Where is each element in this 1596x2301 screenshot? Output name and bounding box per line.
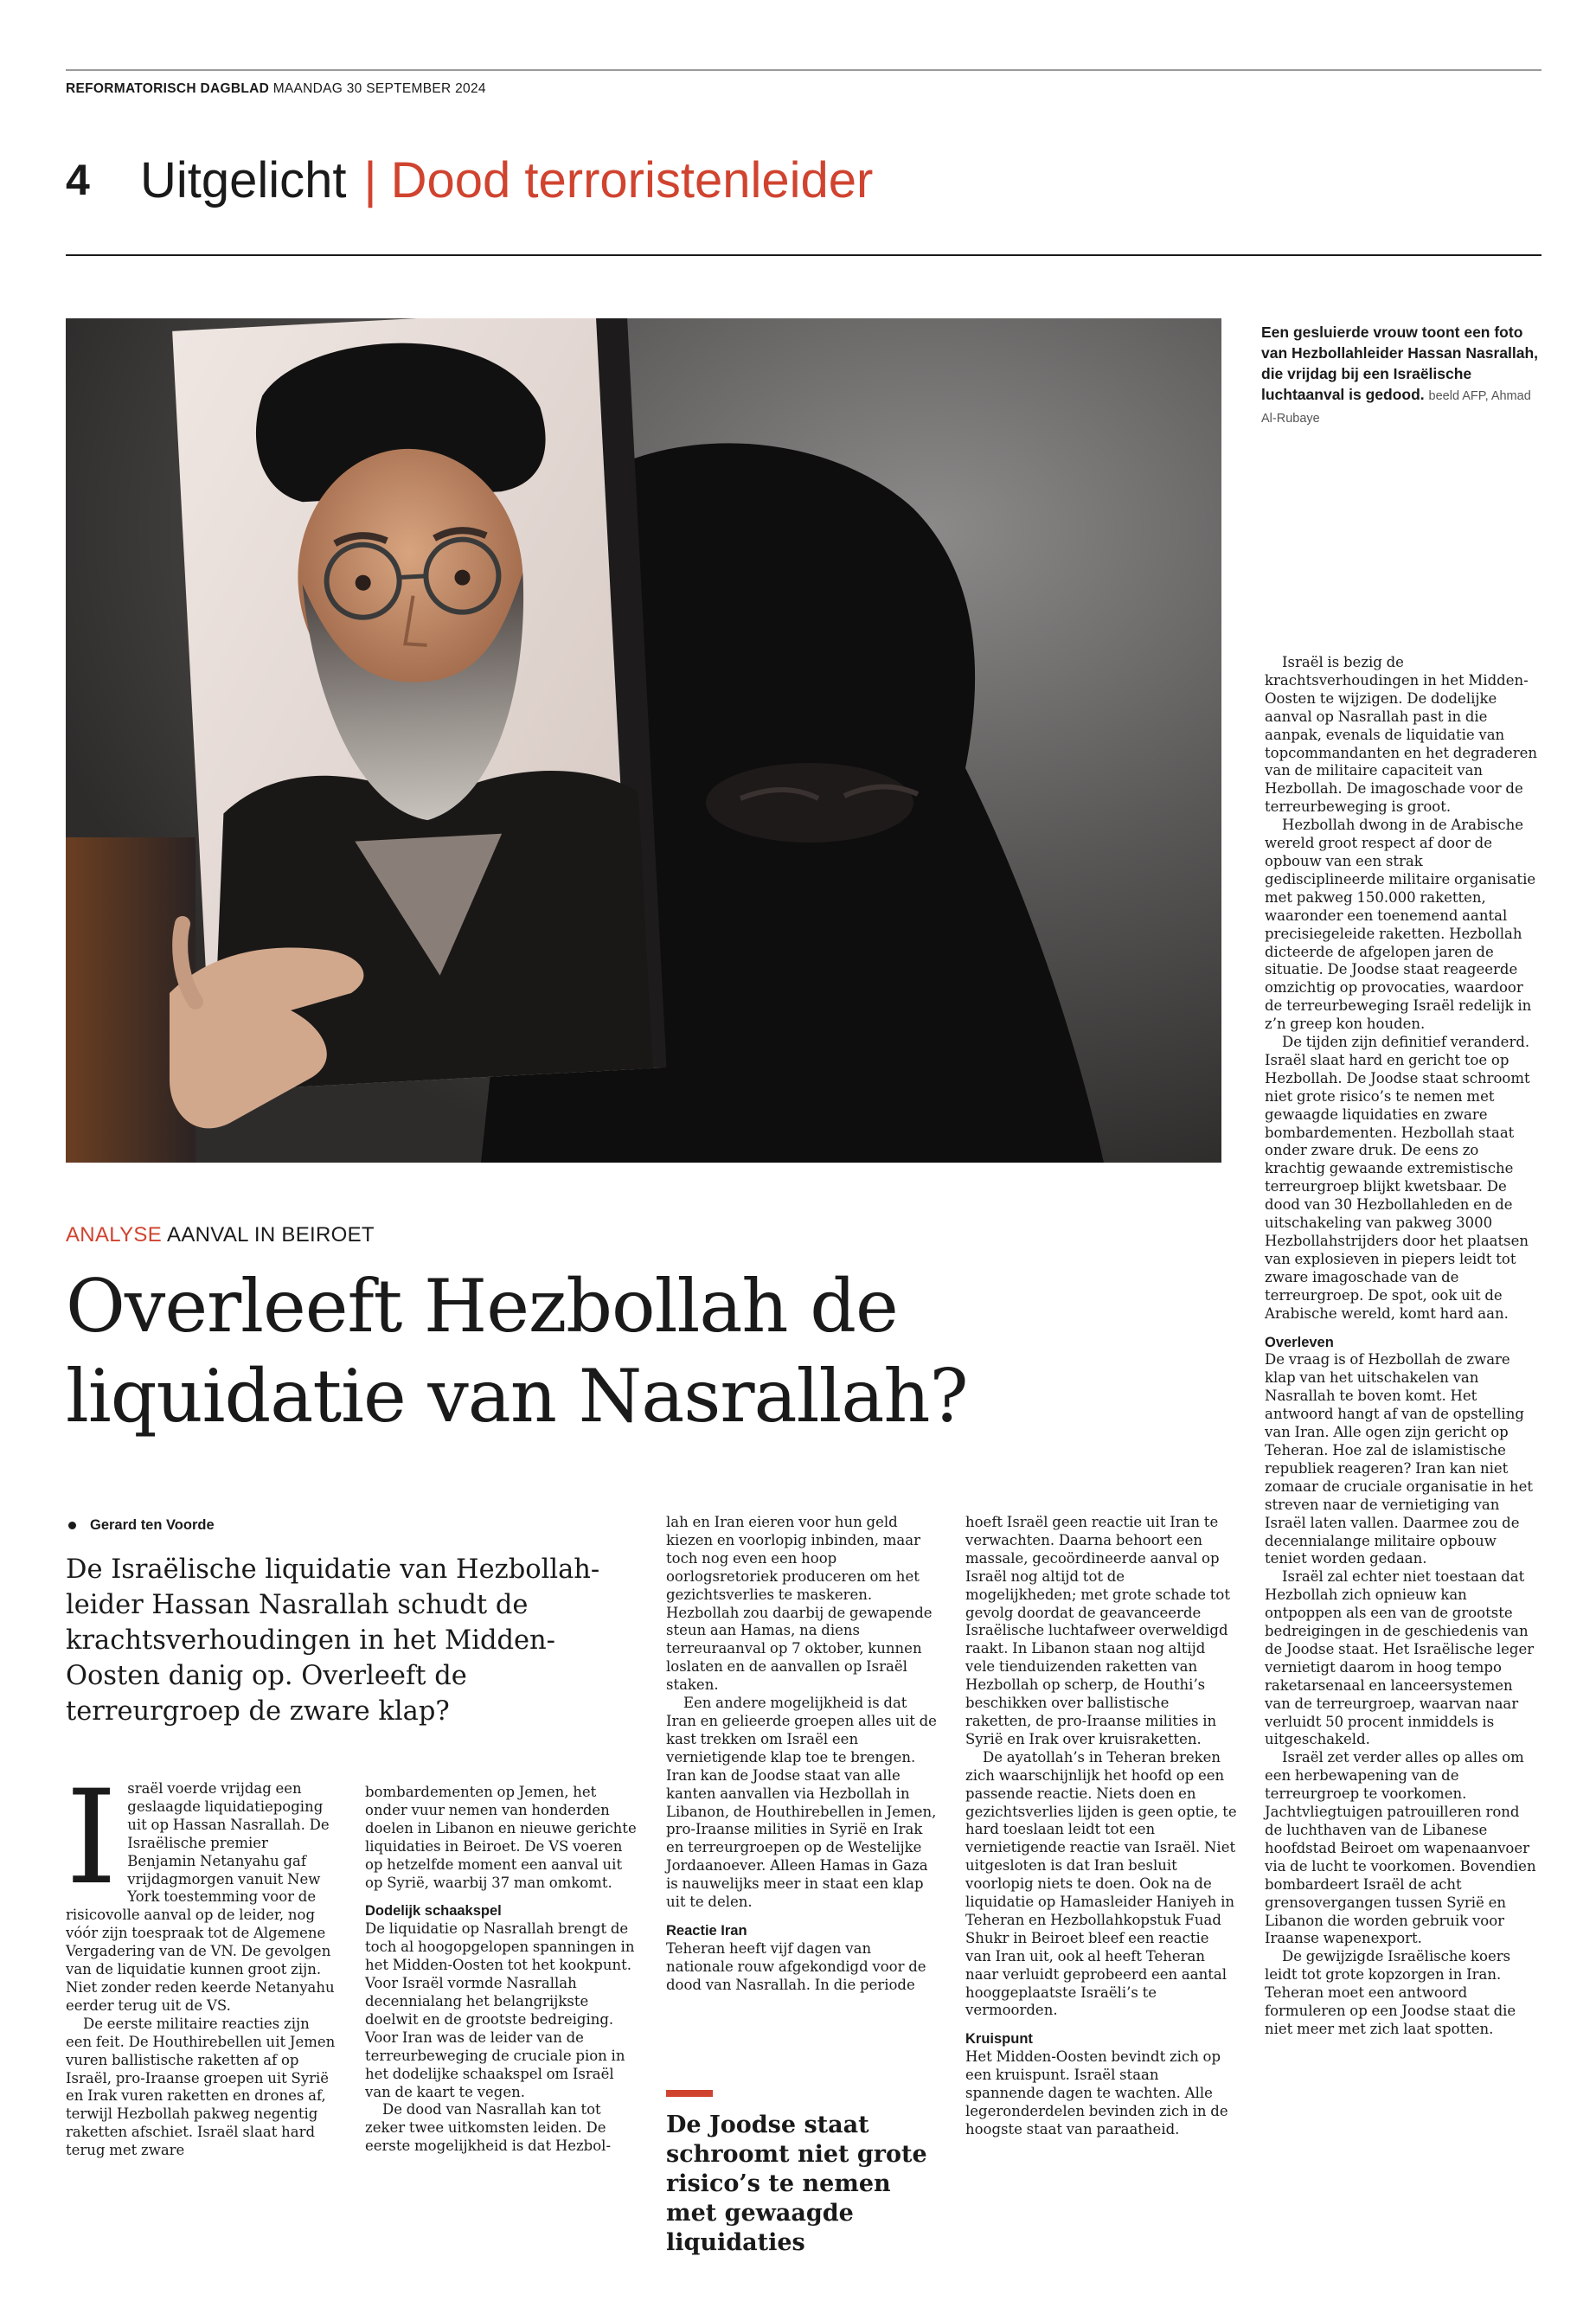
subheading: Reactie Iran bbox=[666, 1922, 747, 1939]
pullquote: De Joodse staat schroomt niet grote risico’s te nemen met gewaagde liquidaties bbox=[666, 2112, 927, 2256]
paragraph: Israël zet verder alles op alles om een herbewapening van de terreurgroep te voorkomen. Jachtvliegtuigen patrouilleren rond de luchthaven van de Libanese hoofdstad Beiroet om wapenaanvoer via de lucht te voorkomen. Bovendien bombardeert Israël de acht grensovergangen tussen Syrië en Libanon die worden gebruik voor Iraanse wapenexport. bbox=[1265, 1749, 1536, 1947]
running-header bbox=[66, 81, 486, 97]
paragraph: Israël zal echter niet toestaan dat Hezbollah zich opnieuw kan ontpoppen als een van de grootste bedreigingen in de geschiedenis van de Joodse staat. Het Israëlische leger vernietigt daarom in hoog tempo raketarsenaal en lanceersystemen van de terreurgroep, waarvan naar verluidt 50 procent inmiddels is uitgeschakeld. bbox=[1265, 1568, 1535, 1748]
paragraph: De gewijzigde Israëlische koers leidt tot grote kopzorgen in Iran. Teheran moet een antwoord formuleren op een Joodse staat die niet meer met zich laat spotten. bbox=[1265, 1948, 1516, 2037]
paragraph: Teheran heeft vijf dagen van nationale rouw afgekondigd voor de dood van Nasrallah. In die periode bbox=[666, 1939, 926, 1993]
article-title: Overleeft Hezbollah de liquidatie van Nasrallah? bbox=[66, 1264, 968, 1439]
article-column-3 bbox=[666, 1514, 941, 1995]
paragraph: Het Midden-Oosten bevindt zich op een kruispunt. Israël staan spannende dagen te wachten. Alle legeronderdelen bevinden zich in de hoogste staat van paraatheid. bbox=[965, 2048, 1228, 2138]
paragraph: lah en Iran eieren voor hun geld kiezen en voorlopig inbinden, maar toch nog even een hoop oorlogsretoriek produceren om het gezichtsverlies te maskeren. Hezbollah zou daarbij de gewapende steun aan Hamas, na diens terreuraanval op 7 oktober, kunnen loslaten en de aanvallen op Israël staken. bbox=[666, 1514, 933, 1694]
section-topic: Dood terroristenleider bbox=[390, 151, 874, 208]
kicker-label: ANALYSE bbox=[66, 1223, 163, 1247]
newspaper-name: REFORMATORISCH DAGBLAD bbox=[66, 81, 270, 96]
dropcap: I bbox=[66, 1763, 118, 1913]
heading-rule bbox=[66, 254, 1542, 256]
caption-text: Een gesluierde vrouw toont een foto van Hezbollahleider Hassan Nasrallah, die vrijdag bij een Israëlische luchtaanval is gedood. bbox=[1261, 324, 1538, 403]
photo-caption bbox=[1261, 322, 1538, 429]
byline-bullet bbox=[68, 1522, 76, 1529]
photo-credit: beeld AFP, Ahmad Al-Rubaye bbox=[1261, 389, 1531, 426]
issue-date: MAANDAG 30 SEPTEMBER 2024 bbox=[272, 81, 486, 96]
section-separator: | bbox=[363, 151, 377, 208]
article-column-5 bbox=[1265, 654, 1540, 2039]
article-column-4 bbox=[965, 1514, 1239, 2139]
paragraph: Een andere mogelijkheid is dat Iran en gelieerde groepen alles uit de kast trekken om Israël een vernietigende klap toe te brengen. Iran kan de Joodse staat van alle kanten aanvallen via Hezbollah in Libanon, de Houthirebellen in Jemen, pro-Iraanse milities in Syrië en Irak en terreurgroepen op de Westelijke Jordaanoever. Alleen Hamas in Gaza is nauwelijks meer in staat een klap uit te delen. bbox=[666, 1695, 937, 1911]
paragraph: hoeft Israël geen reactie uit Iran te verwachten. Daarna behoort een massale, gecoördineerde aanval op Israël nog altijd tot de mogelijkheden; met grote schade tot gevolg doordat de geavanceerde Israëlische luchtafweer overweldigd raakt. In Libanon staan nog altijd vele tienduizenden raketten van Hezbollah op scherp, de Houthi’s beschikken over ballistische raketten, de pro-Iraanse milities in Syrië en Irak over kruisraketten. bbox=[965, 1514, 1230, 1747]
paragraph: De tijden zijn definitief veranderd. Israël slaat hard en gericht toe op Hezbollah. De Joodse staat schroomt niet grote risico’s te nemen met gewaagde liquidaties en zware bombardementen. Hezbollah staat onder zware druk. De eens zo krachtig gewaande extremistische terreurgroep blijkt kwetsbaar. De dood van 30 Hezbollahleden en de uitschakeling van pakweg 3000 Hezbollahstrijders door het plaatsen van explosieven in piepers leidt tot zware imagoschade van de terreurgroep. De spot, ook uit de Arabische wereld, komt hard aan. bbox=[1265, 1034, 1530, 1322]
paragraph: De eerste militaire reacties zijn een feit. De Houthirebellen uit Jemen vuren ballistische raketten af op Israël, pro-Iraanse groepen uit Syrië en Irak vuren raketten en drones af, terwijl Hezbollah pakweg negentig raketten afschiet. Israël slaat hard terug met zware bbox=[66, 2015, 336, 2159]
paragraph: De liquidatie op Nasrallah brengt de toch al hoogopgelopen spanningen in het Midden-Oosten tot het kookpunt. Voor Israël vormde Nasrallah decennialang het belangrijkste doelwit en de grootste bedreiging. Voor Iran was de leider van de terreurbeweging de cruciale pion in het dodelijke schaakspel om Israël van de kaart te vegen. bbox=[365, 1920, 635, 2100]
paragraph: Hezbollah dwong in de Arabische wereld groot respect af door de opbouw van een strak gedisciplineerde militaire organisatie met pakweg 150.000 raketten, waaronder een toenemend aantal precisiegeleide raketten. Hezbollah dicteerde de afgelopen jaren de situatie. De Joodse staat reageerde omzichtig op provocaties, waardoor de terreurbeweging Israël redelijk in z’n greep kon houden. bbox=[1265, 817, 1536, 1033]
lead-photo bbox=[66, 318, 1221, 1163]
paragraph: De dood van Nasrallah kan tot zeker twee uitkomsten leiden. De eerste mogelijkheid is dat Hezbol- bbox=[365, 2101, 612, 2155]
kicker-topic: AANVAL IN BEIROET bbox=[167, 1223, 375, 1247]
subheading: Dodelijk schaakspel bbox=[365, 1903, 502, 1920]
subheading: Overleven bbox=[1265, 1334, 1334, 1350]
page-heading bbox=[66, 145, 873, 215]
paragraph: bombardementen op Jemen, het onder vuur nemen van honderden doelen in Libanon en nieuwe gerichte liquidaties in Beiroet. De VS voeren op hetzelfde moment een aanval uit op Syrië, waarbij 37 man omkomt. bbox=[365, 1784, 637, 1891]
article-kicker bbox=[66, 1223, 375, 1247]
paragraph: De ayatollah’s in Teheran breken zich waarschijnlijk het hoofd op een passende reactie. Niets doen en gezichtsverlies lijden is geen optie, te hard toeslaan leidt tot een vernietigende reactie van Israël. Niet uitgesloten is dat Iran besluit voorlopig niets te doen. Ook na de liquidatie op Hamasleider Haniyeh in Teheran en Hezbollahkopstuk Fuad Shukr in Beiroet bleef een reactie van Iran uit, ook al heeft Teheran naar verluidt geprobeerd een aantal hooggeplaatste Israëli’s te vermoorden. bbox=[965, 1748, 1237, 2019]
header-rule bbox=[66, 69, 1542, 71]
photo-illustration bbox=[66, 318, 1221, 1163]
author-name: Gerard ten Voorde bbox=[90, 1517, 215, 1533]
article-column-2 bbox=[365, 1784, 638, 2156]
article-column-1 bbox=[66, 1763, 337, 2160]
subheading: Kruispunt bbox=[965, 2031, 1033, 2048]
pullquote-accent bbox=[666, 2090, 713, 2097]
section-name: Uitgelicht bbox=[140, 151, 347, 208]
paragraph: sraël voerde vrijdag een geslaagde liquidatiepoging uit op Hassan Nasrallah. De Israëlische premier Benjamin Netanyahu gaf vrijdagmorgen vanuit New York toestemming voor de risicovolle aanval op de leider, nog vóór zijn toespraak tot de Algemene Vergadering van de VN. De gevolgen van de liquidatie kunnen groot zijn. Niet zonder reden keerde Netanyahu eerder terug uit de VS. bbox=[66, 1780, 335, 2014]
article-intro: De Israëlische liquidatie van Hezbollah-leider Hassan Nasrallah schudt de krachtsverhoudingen in het Midden-Oosten danig op. Overleeft de terreurgroep de zware klap? bbox=[66, 1554, 600, 1727]
paragraph: De vraag is of Hezbollah de zware klap van het uitschakelen van Nasrallah te boven komt. Het antwoord hangt af van de opstelling van Iran. Alle ogen zijn gericht op Teheran. Hoe zal de islamistische republiek reageren? Iran kan niet zomaar de cruciale organisatie in het streven naar de vernietiging van Israël laten vallen. Daarmee zou de decennialange militaire opbouw teniet worden gedaan. bbox=[1265, 1351, 1534, 1567]
byline bbox=[66, 1517, 215, 1534]
page-number: 4 bbox=[66, 156, 90, 204]
paragraph: Israël is bezig de krachtsverhoudingen in het Midden-Oosten te wijzigen. De dodelijke aanval op Nasrallah past in die aanpak, evenals de liquidatie van topcommandanten en het degraderen van de militaire capaciteit van Hezbollah. De imagoschade voor de terreurbeweging is groot. bbox=[1265, 654, 1537, 816]
